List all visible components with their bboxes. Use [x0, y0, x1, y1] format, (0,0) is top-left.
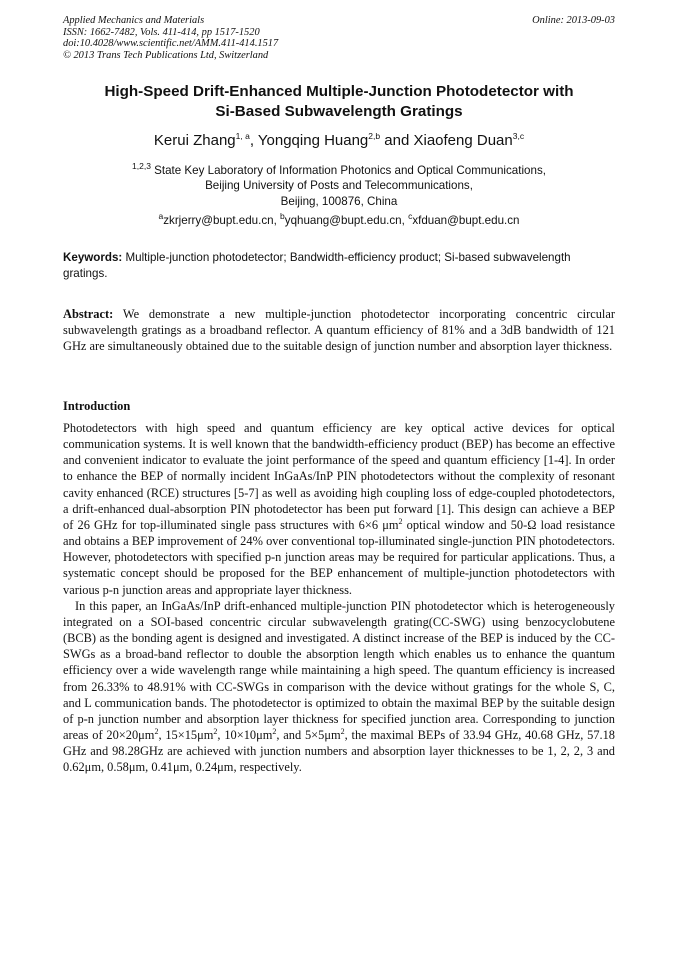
- author-emails: [63, 213, 615, 228]
- affiliation-line-1: State Key Laboratory of Information Photonics and Optical Communications,: [150, 164, 546, 177]
- email-link[interactable]: zkrjerry@bupt.edu.cn,: [163, 214, 281, 227]
- author-list: [63, 131, 615, 151]
- journal-copyright: © 2013 Trans Tech Publications Ltd, Switzerland: [63, 49, 269, 61]
- introduction-body: [63, 420, 615, 775]
- author-affiliation-mark: 3,c: [512, 131, 525, 141]
- paragraph-text: , 15×15μm: [158, 727, 214, 742]
- paragraph-text: , 10×10μm: [217, 727, 273, 742]
- affiliation-line-2: Beijing University of Posts and Telecommunications,: [205, 179, 473, 193]
- affiliation-mark: 1,2,3: [132, 161, 151, 172]
- author-name: Yongqing Huang: [257, 132, 369, 149]
- email-mark: c: [408, 211, 413, 222]
- paragraph-text: Photodetectors with high speed and quantum efficiency are key optical active devices for optical communication systems. It is well known that the bandwidth-efficiency product (BEP) has become an effective and convenient indicator to evaluate the joint performance of the speed and quantum efficiency [1-4]. In order to enhance the BEP of normally incident InGaAs/InP PIN photodetectors without the complexity of resonant cavity enhanced (RCE) structures [5-7] as well as avoiding high coupling loss of edge-coupled photodetectors, a drift-enhanced dual-absorption PIN photodetector has been put forward [1]. This design can achieve a BEP of 26 GHz for top-illuminated single pass structures with 6×6 μm: [63, 421, 615, 532]
- keywords-label: Keywords:: [63, 251, 123, 264]
- email-link[interactable]: yqhuang@bupt.edu.cn,: [284, 214, 409, 227]
- email-mark: b: [280, 211, 285, 222]
- author-name: Kerui Zhang: [153, 132, 236, 149]
- paragraph: [63, 598, 615, 776]
- paper-title: [63, 82, 615, 121]
- author-affiliation-mark: 1, a: [235, 131, 250, 141]
- superscript: 2: [213, 726, 218, 736]
- keywords-text: Multiple-junction photodetector; Bandwidth-efficiency product; Si-based subwavelength gratings.: [63, 251, 571, 280]
- author-name: Xiaofeng Duan: [413, 132, 513, 149]
- email-link[interactable]: xfduan@bupt.edu.cn: [412, 214, 520, 227]
- superscript: 2: [340, 726, 345, 736]
- author-separator: ,: [249, 132, 258, 149]
- affiliation: [63, 163, 615, 209]
- journal-doi: doi:10.4028/www.scientific.net/AMM.411-414.1517: [63, 38, 279, 50]
- superscript: 2: [272, 726, 277, 736]
- title-line-1: High-Speed Drift-Enhanced Multiple-Junction Photodetector with: [104, 83, 574, 100]
- paragraph-text: , and 5×5μm: [276, 727, 341, 742]
- abstract-text: We demonstrate a new multiple-junction photodetector incorporating concentric circular subwavelength gratings as a broadband reflector. A quantum efficiency of 81% and a 3dB bandwidth of 121 GHz are simultaneously obtained due to the suitable design of junction number and absorption layer thickness.: [63, 307, 615, 354]
- paragraph: [63, 420, 615, 598]
- paragraph-text: optical window and 50-Ω load resistance and obtains a BEP improvement of 24% over conventional top-illuminated single-junction PIN photodetectors. However, photodetectors with specified p-n junction areas may be required for particular applications. Thus, a systematic concept should be proposed for the BEP enhancement of multiple-junction photodetectors with various p-n junction areas and appropriate layer thickness.: [63, 517, 615, 597]
- abstract-label: Abstract:: [63, 307, 114, 321]
- paragraph-text: In this paper, an InGaAs/InP drift-enhanced multiple-junction PIN photodetector which is heterogeneously integrated on a SOI-based concentric circular subwavelength grating(CC-SWG) using benzocyclobutene (BCB) as the bonding agent is designed and investigated. A distinct increase of the BEP is induced by the CC-SWGs as a broad-band reflector to double the absorption length which enables us to enhance the quantum efficiency over a wide wavelength range while maintaining a high speed. The quantum efficiency is increased from 26.33% to 48.91% with CC-SWGs in comparison with the device without gratings for the whole S, C, and L communication bands. The photodetector is optimized to obtain the maximal BEP by the suitable design of p-n junction number and absorption layer thickness for specified junction area. Corresponding to junction areas of 20×20μm: [63, 598, 615, 742]
- affiliation-line-3: Beijing, 100876, China: [280, 194, 398, 208]
- abstract: [63, 306, 615, 355]
- paragraph-text: , the maximal BEPs of 33.94 GHz, 40.68 GHz, 57.18 GHz and 98.28GHz are achieved with junction numbers and absorption layer thicknesses to be 1, 2, 2, 3 and 0.62μm, 0.58μm, 0.41μm, 0.24μm, respectively.: [63, 727, 616, 775]
- section-heading: Introduction: [63, 399, 131, 413]
- online-date: Online: 2013-09-03: [532, 15, 615, 26]
- email-mark: a: [158, 211, 164, 222]
- journal-header: [63, 15, 615, 61]
- superscript: 2: [398, 516, 403, 526]
- superscript: 2: [154, 726, 159, 736]
- journal-name: Applied Mechanics and Materials: [63, 15, 205, 26]
- title-line-2: Si-Based Subwavelength Gratings: [215, 102, 463, 120]
- journal-issn: ISSN: 1662-7482, Vols. 411-414, pp 1517-1520: [63, 26, 260, 38]
- author-separator: and: [380, 132, 414, 149]
- author-affiliation-mark: 2,b: [368, 131, 381, 141]
- keywords: [63, 250, 615, 281]
